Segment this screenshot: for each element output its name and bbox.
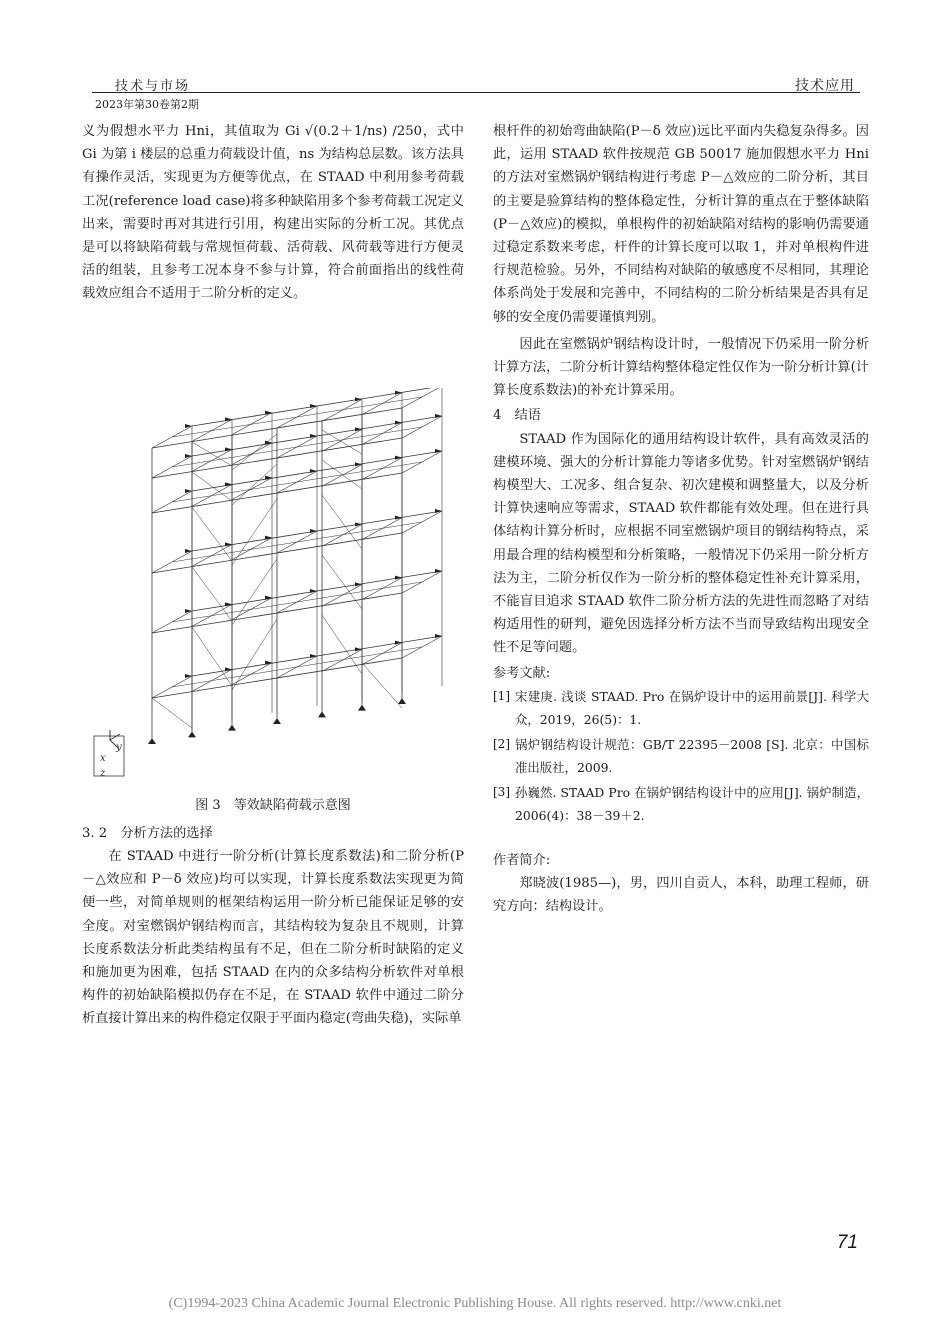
axis-label-y: y — [116, 742, 122, 753]
load-arrow — [225, 447, 232, 451]
frame-member — [322, 429, 362, 451]
load-arrow — [355, 522, 362, 526]
reference-text: 锅炉钢结构设计规范：GB/T 22395－2008 [S]. 北京：中国标准出版社，2009. — [515, 736, 869, 775]
load-arrow — [310, 529, 317, 533]
support-mark — [273, 718, 281, 724]
axis-label-z: z — [100, 768, 106, 778]
load-arrow — [395, 456, 402, 460]
load-arrow — [185, 489, 192, 493]
load-arrow — [435, 509, 442, 513]
reference-text: 宋建庚. 浅谈 STAAD. Pro 在锅炉设计中的运用前景[J]. 科学大众，2019，26(5)：1. — [515, 688, 869, 727]
frame-member — [232, 663, 272, 685]
frame-member — [192, 567, 232, 621]
load-arrow — [395, 516, 402, 520]
page-number: 71 — [836, 1232, 858, 1253]
load-arrow — [225, 602, 232, 606]
frame-member — [322, 584, 362, 606]
frame-member — [232, 464, 277, 505]
load-arrow — [225, 417, 232, 421]
frame-member — [232, 413, 272, 435]
frame-member — [232, 499, 277, 565]
load-arrow — [310, 469, 317, 473]
copyright-footer: (C)1994-2023 China Academic Journal Electronic Publishing House. All rights reserved. http://www.cnki.net — [168, 1296, 782, 1311]
frame-member — [192, 442, 232, 466]
frame-member — [402, 388, 442, 408]
frame-member — [322, 399, 362, 421]
reference-item — [493, 685, 869, 731]
figure-caption: 图 3 等效缺陷荷载示意图 — [195, 798, 351, 813]
frame-member — [232, 443, 272, 465]
journal-name: 技术与市场 — [115, 79, 191, 94]
left-paragraph-2: 在 STAAD 中进行一阶分析(计算长度系数法)和二阶分析(P－△效应和 P－δ 效应)均可以实现，计算长度系数法实现更为简便一些，对简单规则的框架结构运用一阶分析已能保证足够的安全度。对室燃锅炉钢结构而言，其结构较为复杂且不规则，计算长度系数法分析此类结构虽有不足，但在二阶分析时缺陷的定义和施加更为困难，包括 STAAD 在内的众多结构分析软件对单根构件的初始缺陷模拟仍存在不足，在 STAAD 软件中通过二阶分析直接计算出来的构件稳定仅限于平面内稳定(弯曲失稳)，实际单 — [82, 849, 464, 1027]
axis-triad — [94, 730, 124, 778]
author-bio-text: 郑晓波(1985—)，男，四川自贡人，本科，助理工程师，研究方向：结构设计。 — [493, 876, 869, 915]
frame-member — [232, 478, 272, 500]
axis-label-x: x — [100, 753, 106, 764]
frame-member — [192, 627, 232, 686]
section-heading-3-2: 3. 2 分析方法的选择 — [82, 826, 213, 841]
frame-member — [322, 464, 362, 486]
support-mark — [228, 725, 236, 731]
load-arrow — [435, 634, 442, 638]
left-column-bottom — [82, 845, 464, 1031]
load-arrow — [355, 582, 362, 586]
support-mark — [148, 738, 156, 744]
load-arrow — [435, 449, 442, 453]
right-paragraph-3: STAAD 作为国际化的通用结构设计软件，具有高效灵活的建模环境、强大的分析计算能力等诸多优势。针对室燃锅炉钢结构模型大、工况多、组合复杂、初次建模和调整量大，以及分析计算快速响应等需求，STAAD 软件都能有效处理。但在进行具体结构计算分析时，应根据不同室燃锅炉项目的钢结构特点，采用最合理的结构模型和分析策略，一般情况下仍采用一阶分析方法为主，二阶分析仅作为一阶分析的整体稳定性补充计算采用，不能盲目追求 STAAD 软件二阶分析方法的先进性而忽略了对结构适用性的研判，避免因选择分析方法不当而导致结构出现安全性不足等问题。 — [493, 431, 869, 656]
left-paragraph-1: 义为假想水平力 Hni，其值取为 Gi √(0.2＋1/ns) /250，式中 Gi 为第 i 楼层的总重力荷载设计值，ns 为结构总层数。该方法具有操作灵活，实现更为方便等优点，在 STAAD 中利用参考荷载工况(reference load case)将多种缺陷用多个参考荷载工况定义出来，需要时再对其进行引用，构建出实际的分析工况。其优点是可以将缺陷荷载与常规恒荷载、活荷载、风荷载等进行方便灵活的组装，且参考工况本身不参与计算，符合前面指出的线性荷载效应组合不适用于二阶分析的定义。 — [82, 124, 464, 302]
frame-member — [322, 555, 362, 609]
load-arrow — [225, 542, 232, 546]
right-column — [493, 120, 869, 918]
load-arrow — [185, 549, 192, 553]
frame-member — [322, 649, 362, 671]
frame-member — [362, 663, 402, 708]
reference-number: [1] — [493, 688, 510, 703]
load-arrow — [355, 397, 362, 401]
section-name: 技术应用 — [795, 78, 855, 94]
load-arrow — [395, 641, 402, 645]
reference-item — [493, 733, 869, 779]
frame-member — [192, 472, 232, 501]
right-paragraph-2: 因此在室燃锅炉钢结构设计时，一般情况下仍采用一阶分析计算方法，二阶分析计算结构整体稳定性仅作为一阶分析计算(计算长度系数法)的补充计算采用。 — [493, 336, 869, 399]
header-rule — [92, 92, 860, 93]
frame-member — [152, 698, 192, 728]
load-arrow — [185, 454, 192, 458]
frame-member — [232, 559, 277, 625]
load-arrow — [435, 414, 442, 418]
load-arrow — [225, 667, 232, 671]
frame-member — [232, 434, 277, 470]
left-column-top — [82, 120, 464, 306]
right-paragraph-1: 根杆件的初始弯曲缺陷(P－δ 效应)远比平面内失稳复杂得多。因此，运用 STAAD 软件按规范 GB 50017 施加假想水平力 Hni 的方法对室燃锅炉钢结构进行考虑 P－△效应的二阶分析，其目的主要是验算结构的整体稳定性，分析计算的重点在于整体缺陷(P－△效应)的模拟，单根构件的初始缺陷对结构的影响仍需要通过稳定系数来考虑，杆件的计算长度可以取 1，并对单根构件进行规范检验。另外，不同结构对缺陷的敏感度不尽相同，其理论体系尚处于发展和完善中，不同结构的二阶分析结果是否具有足够的安全度仍需要谨慎判别。 — [493, 124, 869, 325]
load-arrow — [310, 434, 317, 438]
structure-model-drawing — [82, 388, 464, 778]
load-arrow — [395, 391, 402, 395]
load-arrow — [310, 404, 317, 408]
load-arrow — [185, 674, 192, 678]
support-mark — [398, 698, 406, 704]
load-arrow — [395, 421, 402, 425]
reference-text: 孙巍然. STAAD Pro 在锅炉钢结构设计中的应用[J]. 锅炉制造，2006(4)：38－39＋2. — [515, 784, 869, 823]
load-arrow — [185, 609, 192, 613]
support-mark — [358, 705, 366, 711]
frame-member — [322, 524, 362, 546]
load-arrow — [395, 576, 402, 580]
support-mark — [188, 731, 196, 737]
issue-info: 2023年第30卷第2期 — [95, 98, 199, 111]
references-list — [493, 685, 869, 827]
load-arrow — [225, 482, 232, 486]
load-arrow — [310, 654, 317, 658]
load-arrow — [355, 427, 362, 431]
load-arrow — [185, 424, 192, 428]
support-mark — [318, 711, 326, 717]
frame-member — [322, 495, 362, 549]
frame-member — [192, 507, 232, 561]
load-arrow — [435, 569, 442, 573]
reference-number: [2] — [493, 736, 510, 751]
frame-member — [322, 615, 362, 674]
load-arrow — [355, 647, 362, 651]
reference-number: [3] — [493, 784, 510, 799]
load-arrow — [355, 462, 362, 466]
references-title: 参考文献: — [493, 665, 551, 681]
reference-item — [493, 781, 869, 827]
figure-3 — [82, 388, 464, 778]
section-heading-4: 4 结语 — [493, 408, 541, 424]
author-bio-title: 作者简介: — [493, 852, 551, 868]
load-arrow — [310, 589, 317, 593]
